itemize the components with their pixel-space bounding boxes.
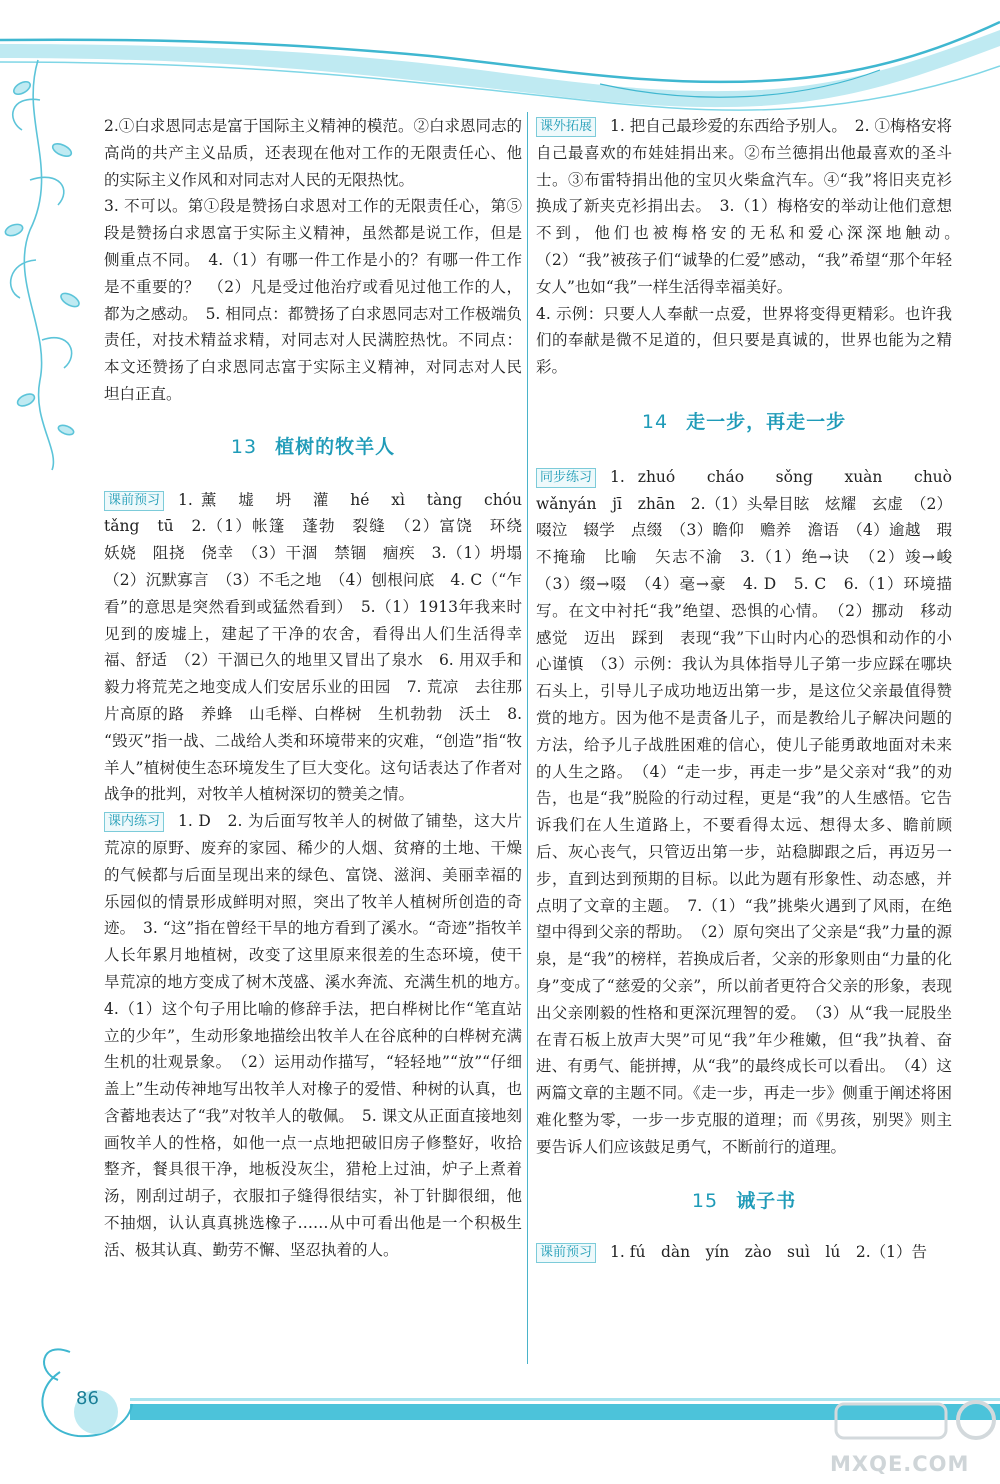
section-tag: 同步练习 [536,468,596,488]
sync-section [536,464,968,1161]
lesson-title: 植树的牧羊人 [275,435,396,458]
preview-section [536,1239,952,1266]
preview-section [104,487,538,809]
lesson-number: 13 [230,435,258,458]
lesson-number: 14 [641,410,669,433]
lesson-13-heading [104,434,522,461]
section-tag: 课内练习 [104,812,164,832]
paragraph: 2.①白求恩同志是富于国际主义精神的模范。②白求恩同志的高尚的共产主义品质，还表现在他对工作的无限责任心、他的实际主义作风和对同志对人民的无限热忱。 [104,117,522,189]
section-tag: 课外拓展 [536,117,596,137]
lesson-title: 走一步，再走一步 [686,410,847,433]
section-text: 1. 把自己最珍爱的东西给予别人。 2. ①梅格安将自己最喜欢的布娃娃捐出来。②布兰德捐出他最喜欢的圣斗士。③布雷特捐出他的宝贝火柴盒汽车。④“我”将旧夹克衫换成了新夹克衫捐出去。 3.（1）梅格安的举动让他们意想不到，他们也被梅格安的无私和爱心深深地触动。 （2）“我”被孩子们“诚挚的仁爱”感动，“我”希望“那个年轻女人”也如“我”一样生活得幸福美好。 [536,117,968,296]
inclass-section [104,808,538,1264]
section-text: 1. D 2. 为后面写牧羊人的树做了铺垫，这大片荒凉的原野、废弃的家园、稀少的人烟、贫瘠的土地、干燥的气候都与后面呈现出来的绿色、富饶、滋润、美丽幸福的乐园似的情景形成鲜明对照，突出了牧羊人植树所创造的奇迹。 3. “这”指在曾经干旱的地方看到了溪水。“奇迹”指牧羊人长年累月地植树，改变了这里原来很差的生态环境，使干旱荒凉的地方变成了树木茂盛、溪水奔流、充满生机的地方。 4.（1）这个句子用比喻的修辞手法，把白桦树比作“笔直站立的少年”，生动形象地描绘出牧羊人在谷底种的白桦树充满生机的壮观景象。 （2）运用动作描写，“轻轻地”“放”“仔细盖上”生动传神地写出牧羊人对橡子的爱惜、种树的认真，也含蓄地表达了“我”对牧羊人的敬佩。 5. 课文从正面直接地刻画牧羊人的性格，如他一点一点地把破旧房子修整好，收拾整齐，餐具很干净，地板没灰尘，猎枪上过油，炉子上煮着汤，刚刮过胡子，衣服扣子缝得很结实，补丁针脚很细，他不抽烟，认认真真挑选橡子……从中可看出他是一个积极生活、极其认真、勤劳不懈、坚忍执着的人。 [104,812,538,1259]
section-tag: 课前预习 [536,1243,596,1263]
top-ribbon [0,22,1000,110]
left-column [104,113,538,1264]
section-text: 1. zhuó cháo sǒng xuàn chuò wǎnyán jī zhān 2.（1）头晕目眩 炫耀 玄虚 （2）啜泣 辍学 点缀 （3）瞻仰 赡养 澹语 （4）逾越 瑕不掩瑜 比喻 矢志不渝 3.（1）绝→诀 （2）竣→峻 （3）缀→啜 （4）毫→豪 4. D 5. C 6.（1）环境描写。在文中衬托“我”绝望、恐惧的心情。 （2）挪动 移动 感觉 迈出 踩到 表现“我”下山时内心的恐惧和动作的小心谨慎 （3）示例：我认为具体指导儿子第一步应踩在哪块石头上，引导儿子成功地迈出第一步，是这位父亲最值得赞赏的地方。因为他不是责备儿子，而是教给儿子解决问题的方法，给予儿子战胜困难的信心，使儿子能勇敢地面对未来的人生之路。 （4）“走一步，再走一步”是父亲对“我”的劝告，也是“我”脱险的行动过程，更是“我”的人生感悟。它告诉我们在人生道路上，不要看得太远、想得太多、瞻前顾后、灰心丧气，只管迈出第一步，站稳脚跟之后，再迈另一步，直到达到预期的目标。以此为题有形象性、动态感，并点明了文章的主题。 7.（1）“我”挑柴火遇到了风雨，在绝望中得到父亲的帮助。 （2）原句突出了父亲是“我”力量的源泉，是“我”的榜样，若换成后者，父亲的形象则由“力量的化身”变成了“慈爱的父亲”，所以前者更符合父亲的形象，表现出父亲刚毅的性格和更深沉理智的爱。 （3）从“我一屁股坐在青石板上放声大哭”可见“我”年少稚嫩，但“我”执着、奋进、有勇气、能拼搏，从“我”的最终成长可以看出。 （4）这两篇文章的主题不同。《走一步，再走一步》侧重于阐述将困难化整为零，一步一步克服的道理；而《男孩，别哭》则主要告诉人们应该鼓足勇气，不断前行的道理。 [536,467,968,1156]
section-tag: 课前预习 [104,491,164,511]
right-column [536,113,968,1266]
lesson-14-heading [536,409,952,436]
paragraph: 4. 示例：只要人人奉献一点爱，世界将变得更精彩。也许我们的奉献是微不足道的，但只要是真诚的，世界也能为之精彩。 [536,304,952,377]
lesson-15-heading [536,1188,952,1215]
lesson-title: 诫子书 [736,1190,797,1213]
page-number: 86 [76,1388,99,1409]
watermark-text: MXQE.COM [830,1452,970,1476]
paragraph: 3. 不可以。第①段是赞扬白求恩对工作的无限责任心，第⑤段是赞扬白求恩富于实际主义精神，虽然都是说工作，但是侧重点不同。 4.（1）有哪一件工作是小的？有哪一件工作是不重要的？ （2）凡是受过他治疗或看见过他工作的人，都为之感动。 5. 相同点：都赞扬了白求恩同志对工作极端负责任，对技术精益求精，对同志对人民满腔热忱。不同点：本文还赞扬了白求恩同志富于实际主义精神，对同志对人民坦白正直。 [104,197,522,403]
extension-section [536,113,968,301]
section-text: 1. fú dàn yín zào suì lú 2.（1）告 [610,1243,928,1262]
column-divider [527,112,528,1364]
section-text: 1. 薰 墟 坍 灌 hé xì tàng chóu tǎng tū 2.（1）帐篷 蓬勃 裂缝 （2）富饶 环绕 妖娆 阻挠 侥幸 （3）干涸 禁锢 痼疾 3.（1）坍塌 （2）沉默寡言 （3）不毛之地 （4）刨根问底 4. C（“乍看”的意思是突然看到或猛然看到） 5.（1）1913年我来时见到的废墟上，建起了干净的农舍，看得出人们生活得幸福、舒适 （2）干涸已久的地里又冒出了泉水 6. 用双手和毅力将荒芜之地变成人们安居乐业的田园 7. 荒凉 去往那片高原的路 养蜂 山毛榉、白桦树 生机勃勃 沃土 8. “毁灭”指一战、二战给人类和环境带来的灾难，“创造”指“牧羊人”植树使生态环境发生了巨大变化。这句话表达了作者对战争的批判，对牧羊人植树深切的赞美之情。 [104,490,538,804]
left-vine [4,60,81,470]
lesson-number: 15 [691,1190,719,1213]
